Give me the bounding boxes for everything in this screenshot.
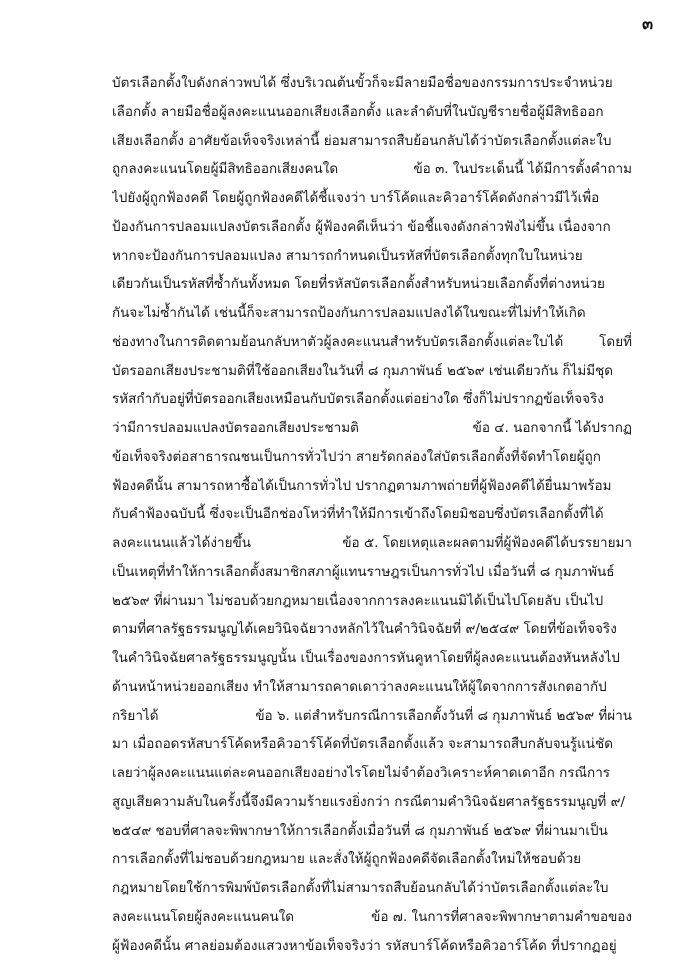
line-text: ข้อเท็จจริงต่อสาธารณชนเป็นการทั่วไปว่า สายรัดกล่องใส่บัตรเลือกตั้งที่จัดทำโดยผู้ถูก (112, 448, 601, 465)
text-line (112, 213, 632, 242)
text-line (112, 98, 632, 127)
text-line (112, 414, 632, 443)
line-text: บัตรออกเสียงประชามติที่ใช้ออกเสียงในวันที่ ๘ กุมภาพันธ์ ๒๕๖๙ เช่นเดียวกัน ก็ไม่มีชุด (112, 362, 614, 379)
text-line (112, 817, 632, 846)
text-line (112, 529, 632, 558)
line-text: หากจะป้องกันการปลอมแปลง สามารถกำหนดเป็นรหัสที่บัตรเลือกตั้งทุกใบในหน่วย (112, 247, 583, 264)
line-text: ไปยังผู้ถูกฟ้องคดี โดยผู้ถูกฟ้องคดีได้ชี้แจงว่า บาร์โค้ดและคิวอาร์โค้ดดังกล่าวมีไว้เพื่อ (112, 190, 600, 206)
line-text: ลงคะแนนโดยผู้ลงคะแนนคนใด (112, 908, 295, 925)
text-line (112, 587, 632, 616)
text-line (112, 184, 632, 213)
page-number: ๓ (642, 14, 653, 33)
line-text-right: ข้อ ๖. แต่สำหรับกรณีการเลือกตั้งวันที่ ๘ กุมภาพันธ์ ๒๕๖๙ ที่ผ่าน (255, 707, 632, 724)
text-line (112, 69, 632, 98)
line-text-right: ข้อ ๓. ในประเด็นนี้ ได้มีการตั้งคำถาม (413, 161, 632, 178)
text-line (112, 443, 632, 472)
text-line (112, 385, 632, 414)
line-text: เดียวกันเป็นรหัสที่ซ้ำกันทั้งหมด โดยที่รหัสบัตรเลือกตั้งสำหรับหน่วยเลือกตั้งที่ต่างหน่วย (112, 276, 605, 293)
line-text: ด้านหน้าหน่วยออกเสียง ทำให้สามารถคาดเดาว่าลงคะแนนให้ผู้ใดจากการสังเกตอากัป (112, 678, 607, 695)
line-text: ตามที่ศาลรัฐธรรมนูญได้เคยวินิจฉัยวางหลักไว้ในคำวินิจฉัยที่ ๙/๒๕๔๙ โดยที่ข้อเท็จจริง (112, 621, 617, 638)
line-text: กริยาได้ (112, 707, 159, 724)
text-line (112, 845, 632, 874)
line-text: ถูกลงคะแนนโดยผู้มีสิทธิออกเสียงคนใด (112, 161, 339, 178)
line-text: กับคำฟ้องฉบับนี้ ซึ่งจะเป็นอีกช่องโหว่ที่ทำให้มีการเข้าถึงโดยมิชอบซึ่งบัตรเลือกตั้งที่ได้ (112, 506, 604, 523)
line-text: เลยว่าผู้ลงคะแนนแต่ละคนออกเสียงอย่างไรโดยไม่จำต้องวิเคราะห์คาดเดาอีก กรณีการ (112, 765, 611, 781)
line-text: เสียงเลือกตั้ง อาศัยข้อเท็จจริงเหล่านี้ ย่อมสามารถสืบย้อนกลับได้ว่าบัตรเลือกตั้งแต่ละใบ (112, 132, 612, 149)
line-text: ว่ามีการปลอมแปลงบัตรออกเสียงประชามติ (112, 420, 359, 436)
text-line (112, 615, 632, 644)
text-line (112, 702, 632, 731)
text-line (112, 127, 632, 156)
line-text: บัตรเลือกตั้งใบดังกล่าวพบได้ ซึ่งบริเวณต้นขั้วก็จะมีลายมือชื่อของกรรมการประจำหน่วย (112, 75, 613, 91)
line-text: เป็นเหตุที่ทำให้การเลือกตั้งสมาชิกสภาผู้แทนราษฎรเป็นการทั่วไป เมื่อวันที่ ๘ กุมภาพันธ์ (112, 563, 615, 580)
document-body (112, 69, 632, 960)
line-text: กันจะไม่ซ้ำกันได้ เช่นนี้ก็จะสามารถป้องกันการปลอมแปลงได้ในขณะที่ไม่ทำให้เกิด (112, 305, 586, 321)
text-line (112, 242, 632, 271)
text-line (112, 788, 632, 817)
line-text: มา เมื่อถอดรหัสบาร์โค้ดหรือคิวอาร์โค้ดที่บัตรเลือกตั้งแล้ว จะสามารถสืบกลับจนรู้แน่ชัด (112, 736, 613, 753)
line-text-right: ข้อ ๗. ในการที่ศาลจะพิพากษาตามคำขอของ (371, 908, 632, 925)
line-text: การเลือกตั้งที่ไม่ชอบด้วยกฎหมาย และสั่งให้ผู้ถูกฟ้องคดีจัดเลือกตั้งใหม่ให้ชอบด้วย (112, 851, 582, 868)
text-line (112, 644, 632, 673)
line-text: ฟ้องคดีนั้น สามารถหาซื้อได้เป็นการทั่วไป ปรากฏตามภาพถ่ายที่ผู้ฟ้องคดีได้ยื่นมาพร้อม (112, 477, 612, 494)
text-line (112, 558, 632, 587)
text-line (112, 299, 632, 328)
text-line (112, 932, 632, 960)
line-text: ในคำวินิจฉัยศาลรัฐธรรมนูญนั้น เป็นเรื่องของการหันคูหาโดยที่ผู้ลงคะแนนต้องหันหลังไป (112, 650, 620, 666)
line-text: ป้องกันการปลอมแปลงบัตรเลือกตั้ง ผู้ฟ้องคดีเห็นว่า ข้อชี้แจงดังกล่าวฟังไม่ขึ้น เนื่องจาก (112, 218, 611, 235)
line-text-right: ข้อ ๕. โดยเหตุและผลตามที่ผู้ฟ้องคดีได้บรรยายมา (342, 535, 632, 551)
text-line (112, 155, 632, 184)
line-text: ๒๕๖๙ ที่ผ่านมา ไม่ชอบด้วยกฎหมายเนื่องจากการลงคะแนนมิได้เป็นไปโดยลับ เป็นไป (112, 592, 604, 609)
text-line (112, 500, 632, 529)
line-text: สูญเสียความลับในครั้งนี้จึงมีความร้ายแรงยิ่งกว่า กรณีตามคำวินิจฉัยศาลรัฐธรรมนูญที่ ๙/ (112, 793, 626, 810)
text-line (112, 759, 632, 788)
line-text: ผู้ฟ้องคดีนั้น ศาลย่อมต้องแสวงหาข้อเท็จจริงว่า รหัสบาร์โค้ดหรือคิวอาร์โค้ด ที่ปรากฏอยู่ (112, 937, 617, 954)
line-text: ๒๕๔๙ ชอบที่ศาลจะพิพากษาให้การเลือกตั้งเมื่อวันที่ ๘ กุมภาพันธ์ ๒๕๖๙ ที่ผ่านมาเป็น (112, 822, 608, 839)
line-text: เลือกตั้ง ลายมือชื่อผู้ลงคะแนนออกเสียงเลือกตั้ง และลำดับที่ในบัญชีรายชื่อผู้มีสิทธิออก (112, 103, 604, 120)
text-line (112, 328, 632, 357)
line-text: รหัสกำกับอยู่ที่บัตรออกเสียงเหมือนกับบัตรเลือกตั้งแต่อย่างใด ซึ่งก็ไม่ปรากฏข้อเท็จจริง (112, 391, 604, 408)
text-line (112, 903, 632, 932)
text-line (112, 472, 632, 501)
line-text: กฎหมายโดยใช้การพิมพ์บัตรเลือกตั้งที่ไม่สามารถสืบย้อนกลับได้ว่าบัตรเลือกตั้งแต่ละใบ (112, 880, 609, 896)
text-line (112, 730, 632, 759)
text-line (112, 874, 632, 903)
line-text: ช่องทางในการติดตามย้อนกลับหาตัวผู้ลงคะแนนสำหรับบัตรเลือกตั้งแต่ละใบได้ (112, 333, 564, 350)
text-line (112, 270, 632, 299)
text-line (112, 673, 632, 702)
line-text-right: โดยที่ (599, 333, 632, 350)
text-line (112, 357, 632, 386)
line-text: ลงคะแนนแล้วได้ง่ายขึ้น (112, 535, 251, 551)
line-text-right: ข้อ ๔. นอกจากนี้ ได้ปรากฏ (472, 420, 632, 436)
